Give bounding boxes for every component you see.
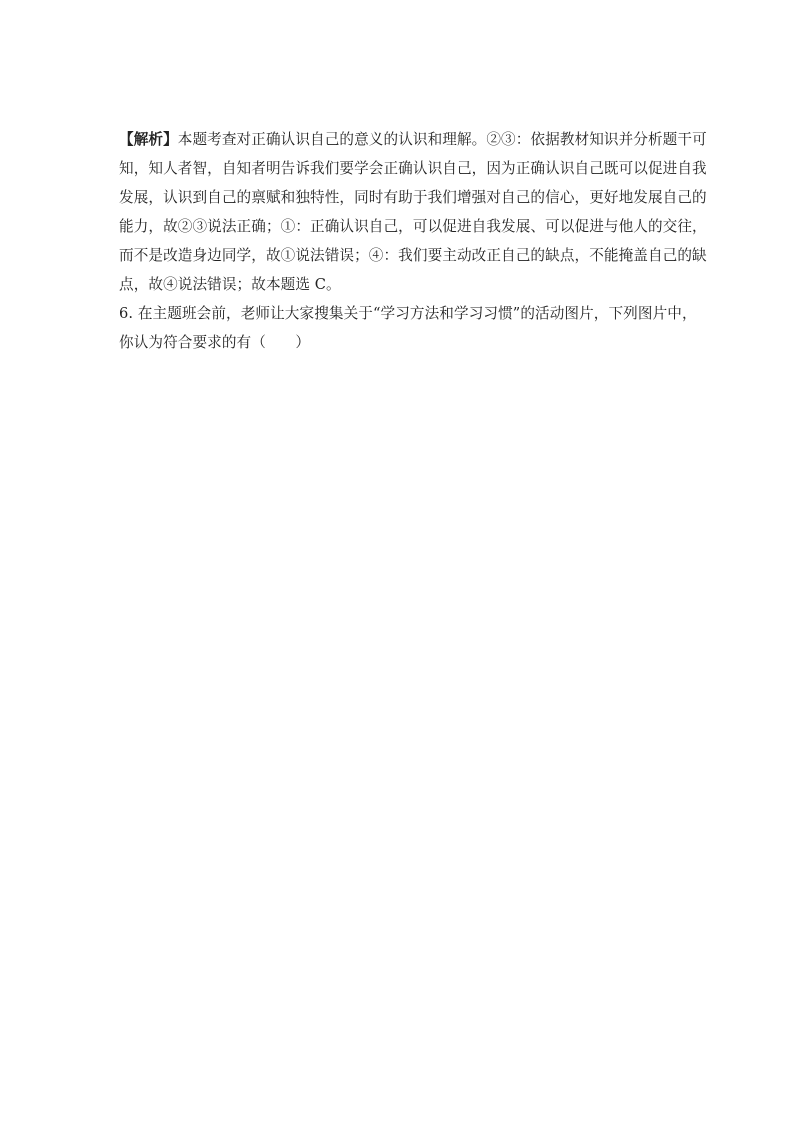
q5-analysis-line-4: 能力，故②③说法正确；①：正确认识自己，可以促进自我发展、可以促进与他人的交往， (119, 218, 707, 235)
q6-stem-line-1: 你认为符合要求的有（ ） (119, 334, 311, 351)
q5-analysis-line-7: 6. 在主题班会前，老师让大家搜集关于“学习方法和学习习惯”的活动图片，下列图片中， (119, 305, 697, 322)
q5-analysis-line-6: 点，故④说法错误；故本题选 C。 (119, 276, 341, 293)
q5-analysis-line-3: 发展，认识到自己的禀赋和独特性，同时有助于我们增强对自己的信心，更好地发展自己的 (119, 189, 707, 206)
q5-analysis-line-2: 知，知人者智，自知者明告诉我们要学会正确认识自己，因为正确认识自己既可以促进自我 (119, 160, 707, 177)
q5-analysis-line-5: 而不是改造身边同学，故①说法错误；④：我们要主动改正自己的缺点，不能掩盖自己的缺 (119, 247, 707, 264)
q5-analysis-line-1: 【解析】本题考查对正确认识自己的意义的认识和理解。②③：依据教材知识并分析题干可 (119, 131, 707, 148)
